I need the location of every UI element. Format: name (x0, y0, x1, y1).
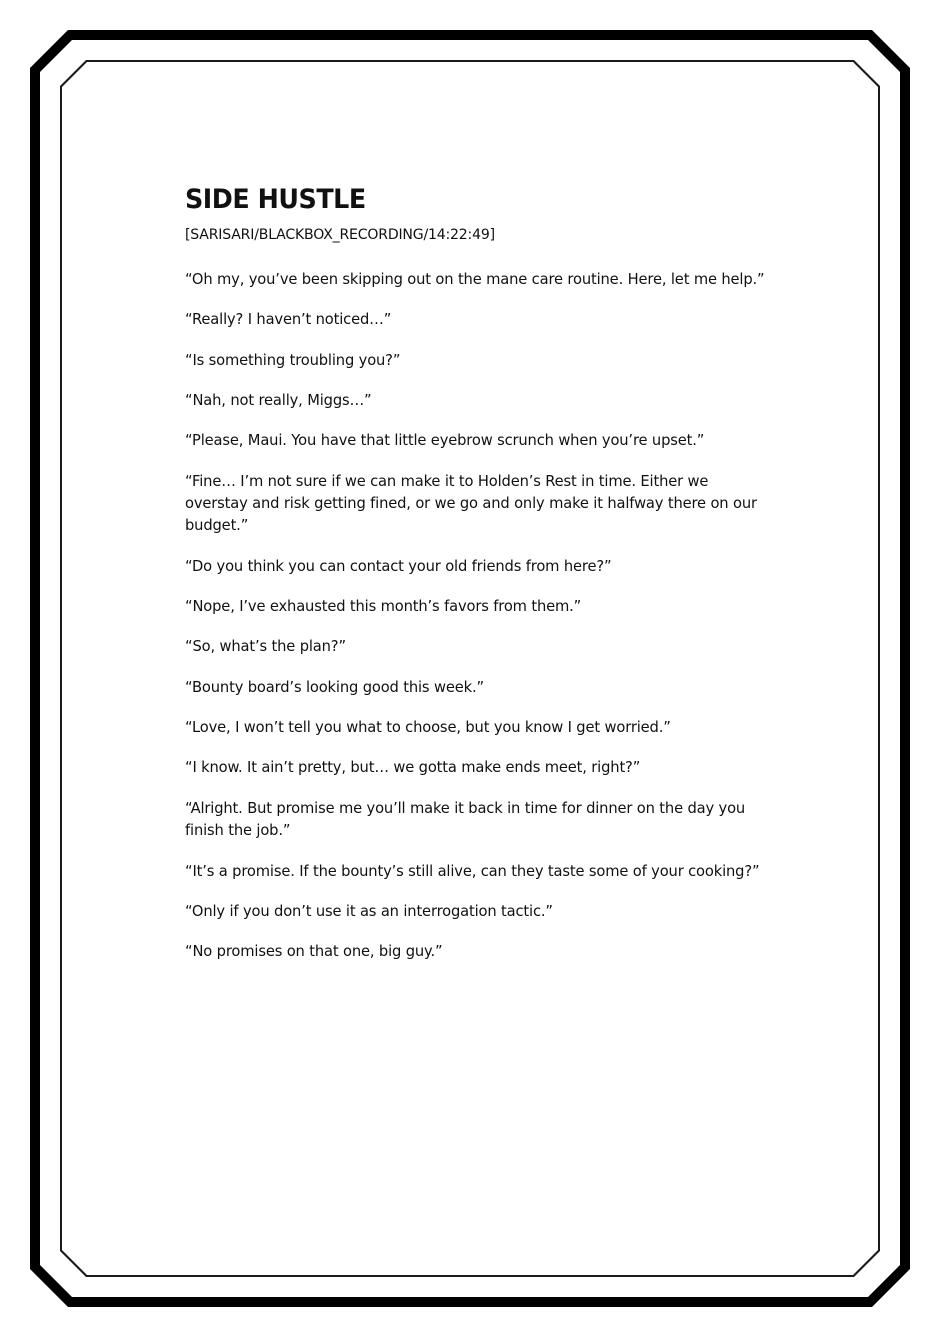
transcript-line: “Fine… I’m not sure if we can make it to Holden’s Rest in time. Either we overstay and risk getting fined, or we go and only make it halfway there on our budget.” (185, 472, 757, 535)
transcript-line: “Nah, not really, Miggs…” (185, 392, 372, 410)
transcript-line: “Alright. But promise me you’ll make it back in time for dinner on the day you finish the job.” (185, 799, 746, 840)
page-title: SIDE HUSTLE (185, 184, 366, 215)
transcript-line: “Nope, I’ve exhausted this month’s favors from them.” (185, 598, 582, 616)
transcript-line: “Bounty board’s looking good this week.” (185, 678, 484, 696)
transcript-line: “Really? I haven’t noticed…” (185, 311, 392, 329)
transcript-line: “I know. It ain’t pretty, but… we gotta make ends meet, right?” (185, 759, 641, 777)
transcript-line: “Please, Maui. You have that little eyebrow scrunch when you’re upset.” (185, 432, 705, 450)
document-body (185, 186, 765, 964)
transcript-line: “Love, I won’t tell you what to choose, but you know I get worried.” (185, 719, 671, 737)
transcript-line: “So, what’s the plan?” (185, 638, 346, 656)
transcript-line: “Oh my, you’ve been skipping out on the mane care routine. Here, let me help.” (185, 271, 765, 288)
transcript-lines (185, 269, 765, 964)
transcript-line: “Is something troubling you?” (185, 351, 401, 369)
recording-slug: [SARISARI/BLACKBOX_RECORDING/14:22:49] (185, 227, 495, 243)
transcript-line: “No promises on that one, big guy.” (185, 943, 443, 961)
transcript-line: “It’s a promise. If the bounty’s still alive, can they taste some of your cooking?” (185, 862, 760, 880)
transcript-line: “Do you think you can contact your old friends from here?” (185, 557, 612, 575)
transcript-line: “Only if you don’t use it as an interrogation tactic.” (185, 902, 553, 920)
